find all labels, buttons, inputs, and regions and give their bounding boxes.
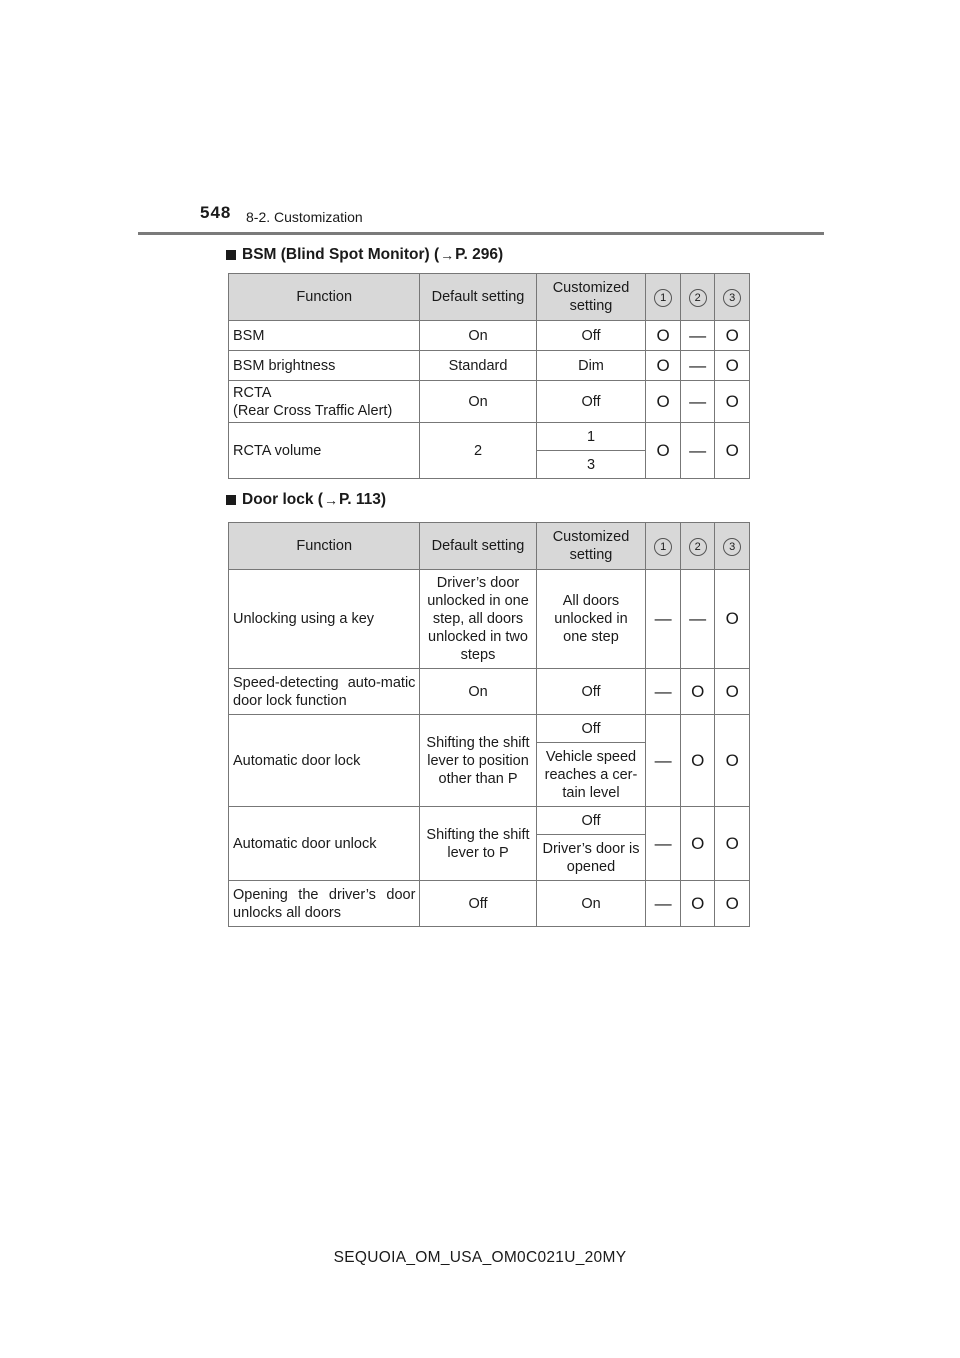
row-default: Standard	[420, 351, 536, 381]
row-mark-2: —	[680, 351, 715, 381]
door-lock-heading-title: Door lock (	[242, 491, 323, 508]
bsm-table	[228, 273, 750, 479]
header-mark-2	[680, 274, 715, 321]
row-mark-2: —	[680, 321, 715, 351]
row-custom: Dim	[536, 351, 646, 381]
row-default: Off	[420, 881, 536, 927]
row-mark-3: O	[715, 881, 750, 927]
row-mark-1: O	[646, 321, 681, 351]
row-mark-2: O	[680, 669, 715, 715]
row-default: On	[420, 669, 536, 715]
table-row	[229, 321, 750, 351]
header-function: Function	[229, 523, 420, 570]
row-mark-1: O	[646, 423, 681, 479]
table-row	[229, 669, 750, 715]
row-mark-2: O	[680, 807, 715, 881]
row-mark-3: O	[715, 669, 750, 715]
row-mark-3: O	[715, 423, 750, 479]
square-bullet-icon	[226, 250, 236, 260]
table-header-row	[229, 274, 750, 321]
row-function: Automatic door lock	[229, 715, 420, 807]
row-mark-3: O	[715, 807, 750, 881]
row-custom-alt: Vehicle speed reaches a cer-tain level	[536, 743, 646, 807]
row-function: Opening the driver’s door unlocks all doors	[229, 881, 420, 927]
row-custom-alt: Driver’s door is opened	[536, 835, 646, 881]
row-custom: Off	[536, 321, 646, 351]
row-mark-1: —	[646, 881, 681, 927]
row-function: Unlocking using a key	[229, 570, 420, 669]
table-row	[229, 570, 750, 669]
table-row	[229, 351, 750, 381]
row-custom: Off	[536, 669, 646, 715]
header-rule	[138, 232, 824, 235]
row-default: Shifting the shift lever to P	[420, 807, 536, 881]
header-default: Default setting	[420, 523, 536, 570]
row-mark-3: O	[715, 321, 750, 351]
row-mark-1: O	[646, 351, 681, 381]
table-row	[229, 423, 750, 451]
row-mark-3: O	[715, 381, 750, 423]
arrow-right-icon: →	[323, 492, 338, 508]
row-function: RCTA (Rear Cross Traffic Alert)	[229, 381, 420, 423]
row-function: RCTA volume	[229, 423, 420, 479]
row-custom: All doors unlocked in one step	[536, 570, 646, 669]
row-mark-1: —	[646, 807, 681, 881]
row-custom: On	[536, 881, 646, 927]
row-mark-1: —	[646, 715, 681, 807]
arrow-right-icon: →	[440, 247, 455, 263]
row-default: On	[420, 321, 536, 351]
table-row	[229, 807, 750, 835]
row-function: BSM brightness	[229, 351, 420, 381]
page-number: 548	[200, 203, 232, 222]
row-custom: Off	[536, 381, 646, 423]
header-function: Function	[229, 274, 420, 321]
row-mark-3: O	[715, 570, 750, 669]
header-customized: Customized setting	[536, 523, 646, 570]
row-mark-1: —	[646, 570, 681, 669]
row-custom: Off	[536, 807, 646, 835]
row-mark-2: —	[680, 570, 715, 669]
row-default: On	[420, 381, 536, 423]
header-customized: Customized setting	[536, 274, 646, 321]
section-header: 8-2. Customization	[246, 209, 363, 225]
circled-1-icon: 1	[654, 538, 672, 556]
row-custom: Off	[536, 715, 646, 743]
header-mark-3	[715, 523, 750, 570]
square-bullet-icon	[226, 495, 236, 505]
row-function: Automatic door unlock	[229, 807, 420, 881]
door-lock-heading	[226, 491, 386, 509]
header-mark-1	[646, 274, 681, 321]
bsm-heading-title: BSM (Blind Spot Monitor) (	[242, 246, 440, 263]
row-default: 2	[420, 423, 536, 479]
header-mark-3	[715, 274, 750, 321]
table-row	[229, 881, 750, 927]
bsm-heading-ref: P. 296)	[455, 246, 504, 263]
header-default: Default setting	[420, 274, 536, 321]
bsm-heading	[226, 246, 503, 264]
row-custom-alt: 3	[536, 451, 646, 479]
row-mark-1: O	[646, 381, 681, 423]
row-mark-2: O	[680, 881, 715, 927]
row-function: BSM	[229, 321, 420, 351]
row-custom: 1	[536, 423, 646, 451]
row-mark-3: O	[715, 351, 750, 381]
circled-1-icon: 1	[654, 289, 672, 307]
door-lock-heading-ref: P. 113)	[338, 491, 387, 508]
header-mark-2	[680, 523, 715, 570]
table-row	[229, 715, 750, 743]
table-row	[229, 381, 750, 423]
header-mark-1	[646, 523, 681, 570]
row-mark-2: —	[680, 381, 715, 423]
row-mark-3: O	[715, 715, 750, 807]
circled-2-icon: 2	[689, 289, 707, 307]
circled-2-icon: 2	[689, 538, 707, 556]
row-default: Driver’s door unlocked in one step, all doors unlocked in two steps	[420, 570, 536, 669]
row-function: Speed-detecting auto-matic door lock function	[229, 669, 420, 715]
door-lock-table	[228, 522, 750, 927]
row-mark-2: —	[680, 423, 715, 479]
footer-doc-id: SEQUOIA_OM_USA_OM0C021U_20MY	[333, 1249, 627, 1266]
row-default: Shifting the shift lever to position other than P	[420, 715, 536, 807]
table-header-row	[229, 523, 750, 570]
row-mark-2: O	[680, 715, 715, 807]
circled-3-icon: 3	[723, 289, 741, 307]
circled-3-icon: 3	[723, 538, 741, 556]
row-mark-1: —	[646, 669, 681, 715]
